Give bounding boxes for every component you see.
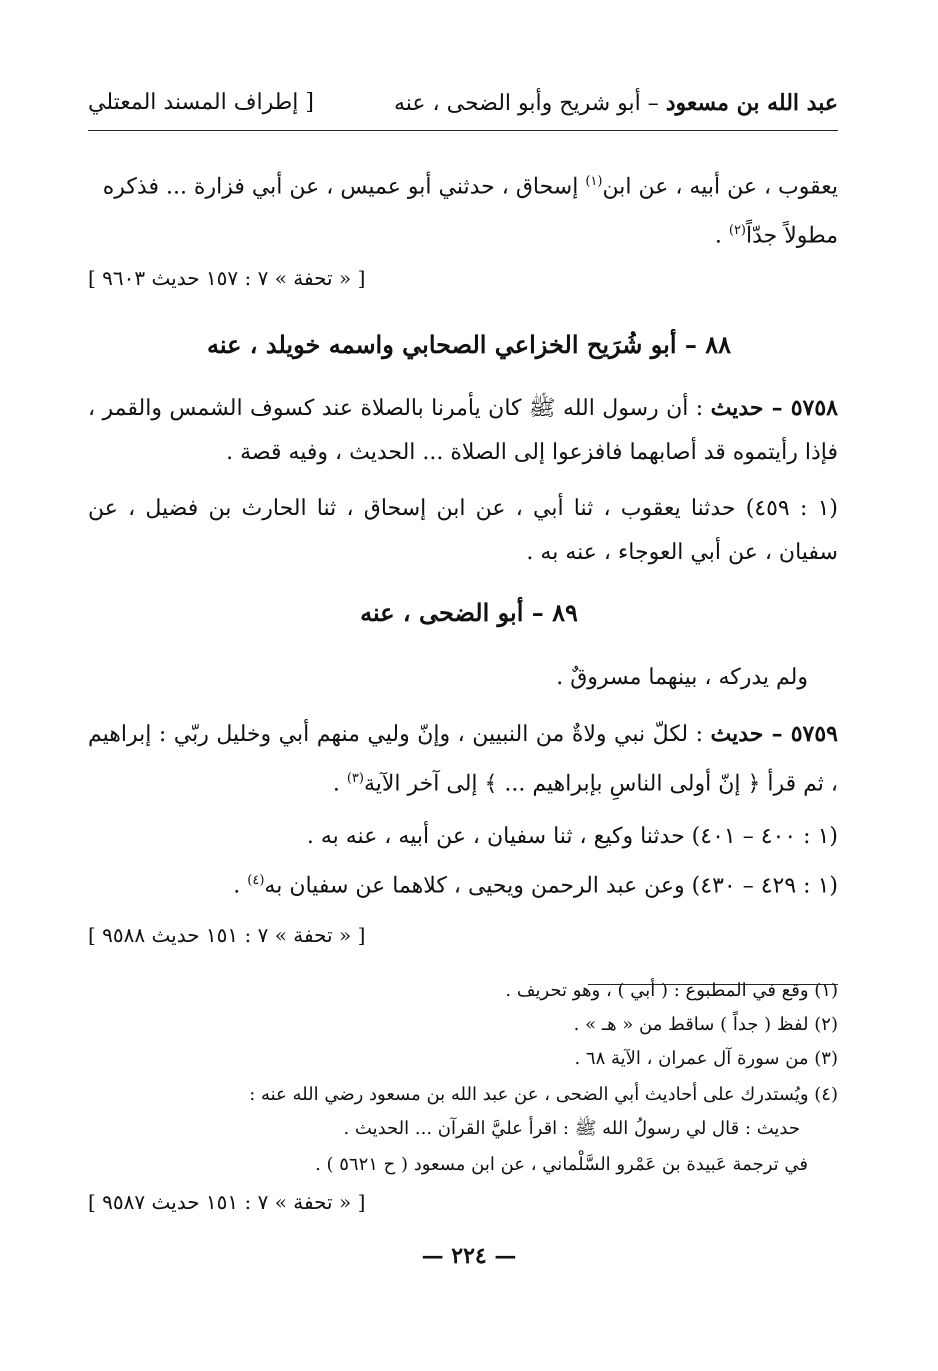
header-title-bold: عبد الله بن مسعود (665, 90, 838, 116)
section-89-note: ولم يدركه ، بينهما مسروقٌ . (556, 665, 808, 690)
intro-line1: يعقوب ، عن أبيه ، عن ابن (602, 174, 838, 200)
tuhfa-reference-2: [ « تحفة » ٧ : ١٥١ حديث ٩٥٨٨ ] (88, 923, 366, 947)
section-heading-88: ٨٨ – أبو شُرَيح الخزاعي الصحابي واسمه خويلد ، عنه (207, 330, 731, 359)
footnote-4-line2: حديث : قال لي رسولُ الله ﷺ : اقرأ عليَّ القرآن ... الحديث . (343, 1118, 800, 1139)
isnad-5758: (١ : ٤٥٩) حدثنا يعقوب ، ثنا أبي ، عن ابن إسحاق ، ثنا الحارث بن فضيل ، عن سفيان ، عن أبي العوجاء ، عنه به . (88, 496, 838, 565)
hadith-text-5759: : لكلّ نبي ولاةٌ من النبيين ، وإنّ وليي منهم أبي وخليل ربّي : إبراهيم ، ثم قرأ ﴿ إنّ أولى الناسِ بإبراهيم ... ﴾ إلى آخر الآية (88, 722, 838, 797)
intro-line1b: إسحاق ، حدثني أبو عميس ، عن أبي فزارة ... فذكره (102, 174, 586, 200)
running-header (88, 90, 838, 131)
hadith-5759 (88, 712, 838, 806)
section-heading-89: ٨٩ – أبو الضحى ، عنه (360, 598, 578, 627)
footnote-ref-3: (٣) (346, 771, 364, 786)
intro-line2b: . (714, 223, 729, 249)
hadith-number-5759: ٥٧٥٩ – حديث (710, 721, 838, 747)
header-title (394, 90, 838, 116)
hadith-end-5759: . (332, 771, 347, 797)
isnad-5759-2-text: (١ : ٤٢٩ – ٤٣٠) وعن عبد الرحمن ويحيى ، كلاهما عن سفيان به (264, 873, 838, 899)
footnote-4: (٤) ويُستدرك على أحاديث أبي الضحى ، عن عبد الله بن مسعود رضي الله عنه : (249, 1084, 838, 1105)
footnote-ref-2: (٢) (728, 223, 746, 239)
intro-paragraph (88, 160, 838, 259)
tuhfa-reference-1: [ « تحفة » ٧ : ١٥٧ حديث ٩٦٠٣ ] (88, 266, 366, 290)
hadith-number-5758: ٥٧٥٨ – حديث (710, 395, 838, 421)
footnote-ref-1: (١) (585, 174, 603, 189)
header-book-title: [ إطراف المسند المعتلي (88, 90, 314, 115)
tuhfa-reference-3: [ « تحفة » ٧ : ١٥١ حديث ٩٥٨٧ ] (88, 1190, 366, 1214)
header-title-rest: – أبو شريح وأبو الضحى ، عنه (393, 91, 666, 116)
isnad-5759-1: (١ : ٤٠٠ – ٤٠١) حدثنا وكيع ، ثنا سفيان ، عن أبيه ، عنه به . (306, 824, 838, 849)
footnote-ref-4: (٤) (247, 873, 265, 888)
isnad-5759-2-end: . (233, 873, 248, 899)
footnote-4-line3: في ترجمة عَبيدة بن عَمْرو السَّلْماني ، عن ابن مسعود ( ح ٥٦٢١ ) . (315, 1154, 808, 1175)
footnote-1: (١) وقع في المطبوع : ( أبي ) ، وهو تحريف . (505, 980, 838, 1001)
hadith-5758 (88, 386, 838, 475)
footnote-3: (٣) من سورة آل عمران ، الآية ٦٨ . (574, 1048, 838, 1069)
isnad-5759-2 (88, 859, 838, 908)
footnote-2: (٢) لفظ ( جداً ) ساقط من « هـ » . (573, 1014, 838, 1035)
intro-line2: مطولاً جدّاً (746, 223, 838, 249)
hadith-text-5758: : أن رسول الله ﷺ كان يأمرنا بالصلاة عند كسوف الشمس والقمر ، فإذا رأيتموه قد أصابهما فافزعوا إلى الصلاة ... الحديث ، وفيه قصة . (88, 396, 838, 465)
page-number: — ٢٢٤ — (421, 1243, 517, 1269)
